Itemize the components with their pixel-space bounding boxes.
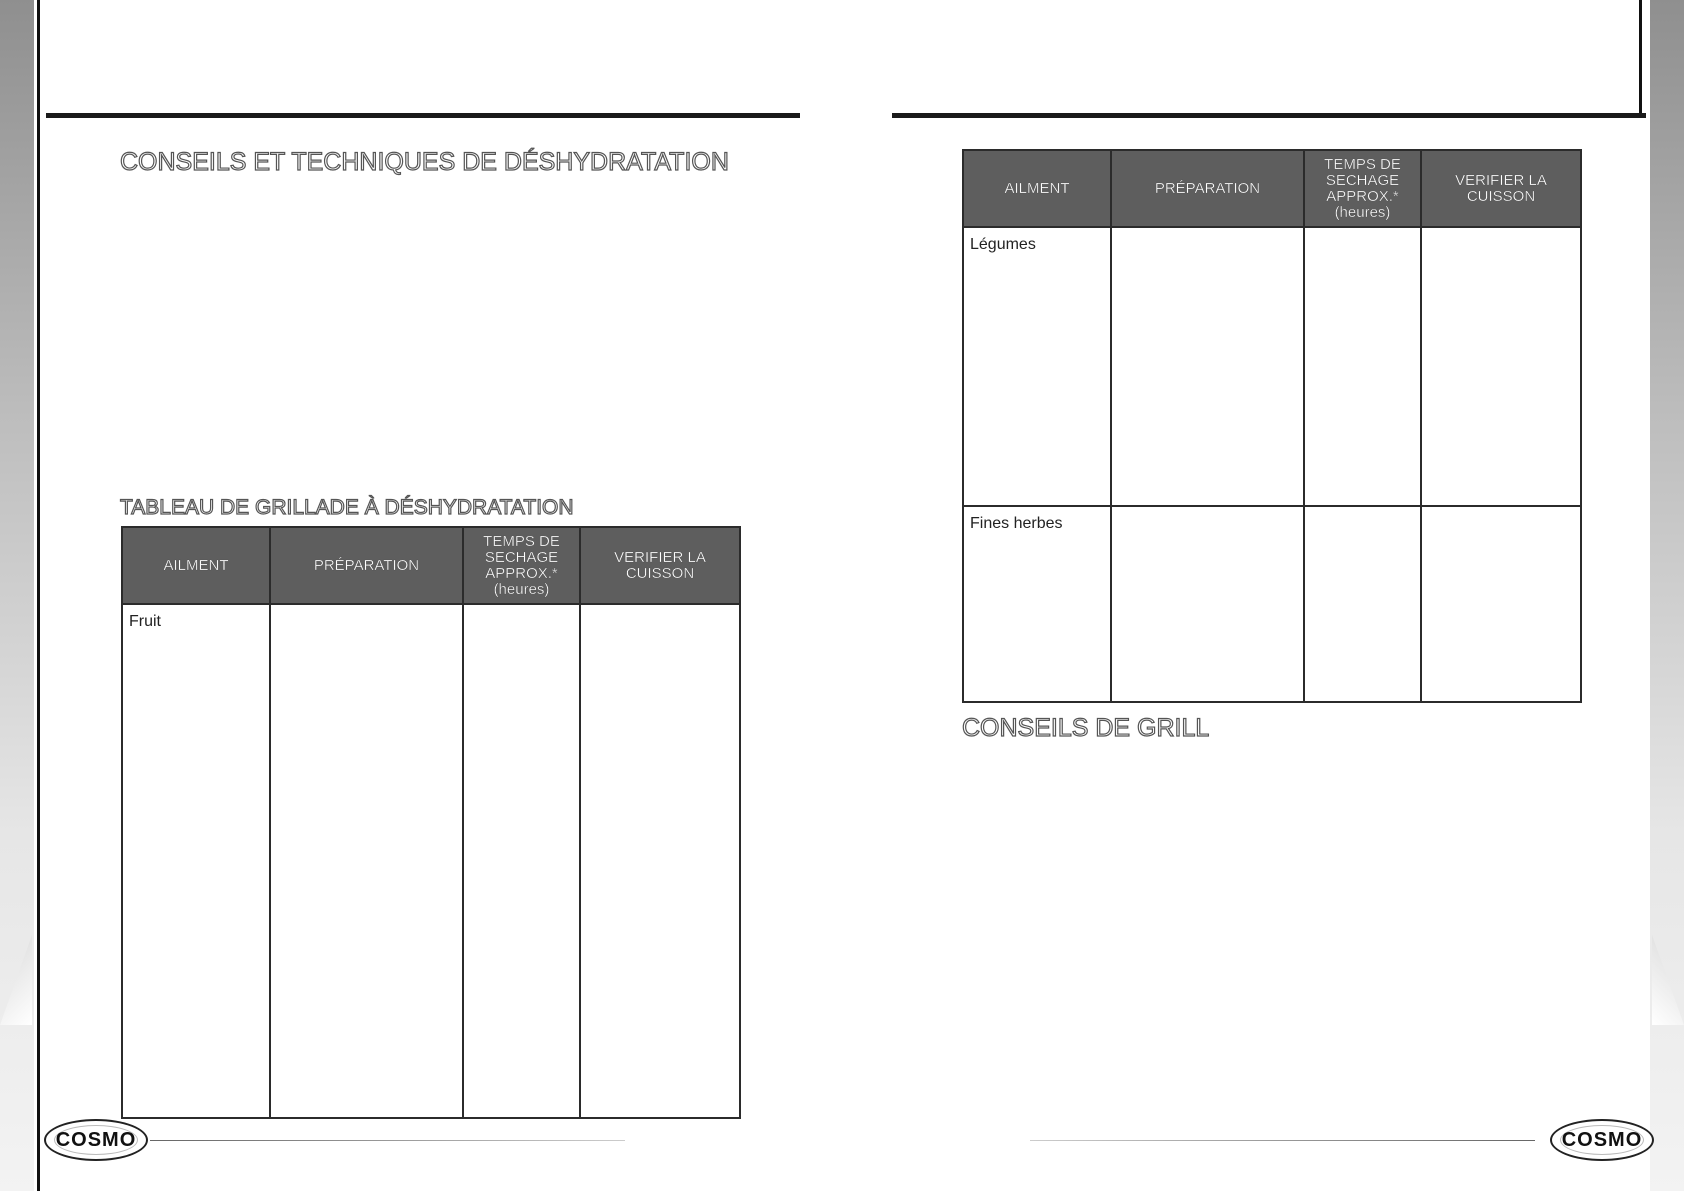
header-drying-time-line: APPROX.*	[1326, 187, 1399, 205]
dehydration-table-right	[962, 149, 1582, 703]
cell-time	[1304, 227, 1421, 506]
header-preparation: PRÉPARATION	[1111, 150, 1304, 227]
cell-preparation	[270, 604, 463, 1118]
footer-rule-right	[1030, 1140, 1535, 1141]
header-check-line: VERIFIER LA	[1455, 171, 1547, 189]
footer-rule-left	[150, 1140, 625, 1141]
header-food: AILMENT	[122, 527, 270, 604]
table-row	[963, 506, 1581, 702]
table-header-row	[122, 527, 740, 604]
table-header-row	[963, 150, 1581, 227]
logo-text: COSMO	[55, 1128, 137, 1151]
dehydration-table-left	[121, 526, 741, 1119]
cell-check	[1421, 506, 1581, 702]
header-preparation: PRÉPARATION	[270, 527, 463, 604]
cell-check	[1421, 227, 1581, 506]
cell-time	[1304, 506, 1421, 702]
section-title-grill-tips: CONSEILS DE GRILL	[962, 714, 1210, 742]
right-header-rule	[892, 113, 1646, 118]
header-check-line: VERIFIER LA	[614, 548, 706, 566]
table-title-dehydration-chart: TABLEAU DE GRILLADE À DÉSHYDRATATION	[120, 496, 574, 519]
cosmo-logo-right	[1550, 1119, 1654, 1161]
page-title-dehydration-tips: CONSEILS ET TECHNIQUES DE DÉSHYDRATATION	[120, 148, 729, 176]
header-check-line: CUISSON	[1466, 187, 1536, 205]
cell-food: Fruit	[122, 604, 270, 1118]
cell-preparation	[1111, 506, 1304, 702]
header-drying-time-line: (heures)	[1334, 203, 1391, 221]
left-header-rule	[46, 113, 800, 118]
cosmo-logo-left	[44, 1119, 148, 1161]
table-row	[963, 227, 1581, 506]
table-row	[122, 604, 740, 1118]
left-border-line	[37, 0, 40, 1191]
header-drying-time	[463, 527, 580, 604]
header-drying-time-line: APPROX.*	[485, 564, 558, 582]
cell-food: Légumes	[963, 227, 1111, 506]
cell-check	[580, 604, 740, 1118]
header-check-line: CUISSON	[625, 564, 695, 582]
header-check-doneness	[1421, 150, 1581, 227]
header-check-doneness	[580, 527, 740, 604]
header-drying-time-line: TEMPS DE	[483, 532, 560, 550]
header-food: AILMENT	[963, 150, 1111, 227]
header-drying-time	[1304, 150, 1421, 227]
header-drying-time-line: (heures)	[493, 580, 550, 598]
header-drying-time-line: TEMPS DE	[1324, 155, 1401, 173]
cell-preparation	[1111, 227, 1304, 506]
right-border-line	[1639, 0, 1642, 115]
cell-time	[463, 604, 580, 1118]
logo-text: COSMO	[1561, 1128, 1643, 1151]
header-drying-time-line: SECHAGE	[1325, 171, 1400, 189]
header-drying-time-line: SECHAGE	[484, 548, 559, 566]
cell-food: Fines herbes	[963, 506, 1111, 702]
